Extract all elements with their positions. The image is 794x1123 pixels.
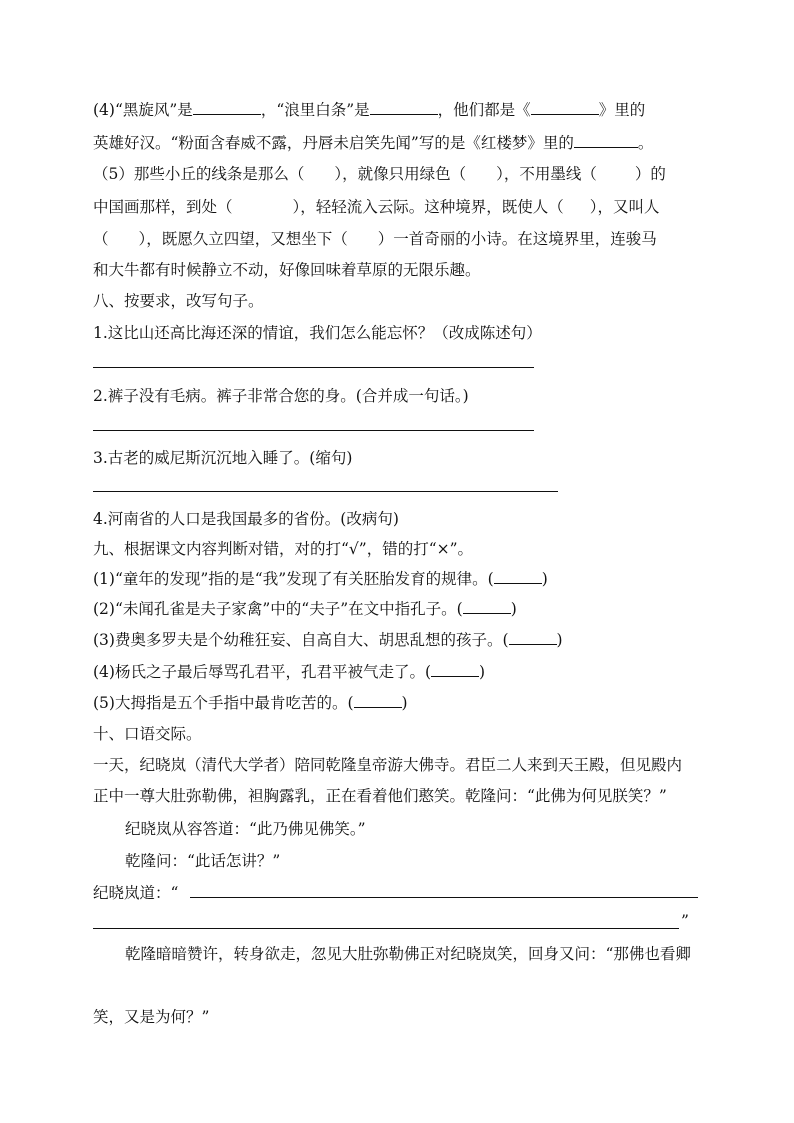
judge-text-3: (3)费奥多罗夫是个幼稚狂妄、自高自大、胡思乱想的孩子。( [93, 631, 509, 649]
q5-line-1 [93, 163, 666, 185]
story-para-2: 正中一尊大肚弥勒佛，袒胸露乳，正在看着他们憨笑。乾隆问：“此佛为何见朕笑？” [93, 787, 667, 805]
q5-text-2: ），就像只用绿色（ [334, 165, 467, 183]
answer-line-3[interactable] [93, 491, 558, 492]
q5-line-2 [93, 196, 660, 218]
q4-blank-1[interactable] [193, 100, 261, 115]
story-para-7: 笑，又是为何？” [93, 1008, 210, 1026]
judge-blank-2[interactable] [463, 599, 511, 614]
section10-heading: 十、口语交际。 [93, 725, 202, 743]
q5-text-10: ）一首奇丽的小诗。在这境界里，连骏马 [377, 230, 657, 248]
q5-text-9: ），既愿久立四望，又想坐下（ [138, 230, 348, 248]
judge-close-3: ) [556, 631, 563, 649]
section8-heading: 八、按要求，改写句子。 [93, 292, 264, 310]
judge-text-5: (5)大拇指是五个手指中最肯吃苦的。( [93, 694, 354, 712]
q5-text-7: ），又叫人 [589, 198, 660, 216]
judge-item-2 [93, 598, 517, 620]
dialogue-answer-line-2[interactable] [93, 928, 679, 929]
judge-text-2: (2)“未闻孔雀是夫子家禽”中的“夫子”在文中指孔子。( [93, 600, 463, 618]
story-para-6: 乾隆暗暗赞许，转身欲走，忽见大肚弥勒佛正对纪晓岚笑，回身又问：“那佛也看卿 [125, 945, 691, 963]
section8-item-4: 4.河南省的人口是我国最多的省份。(改病句) [93, 510, 399, 528]
q5-text-4: ）的 [634, 165, 666, 183]
q4-text-6: 。 [637, 134, 654, 152]
q4-line-2 [93, 132, 653, 154]
answer-line-1[interactable] [93, 367, 534, 368]
judge-close-1: ) [541, 570, 548, 588]
q5-text-3: ），不用墨线（ [496, 165, 597, 183]
q4-line-1 [93, 99, 645, 121]
judge-item-4 [93, 661, 485, 683]
section8-item-3: 3.古老的威尼斯沉沉地入睡了。(缩句) [93, 449, 353, 467]
story-para-3: 纪晓岚从容答道：“此乃佛见佛笑。” [125, 820, 366, 838]
judge-close-5: ) [401, 694, 408, 712]
q5-text-1: （5）那些小丘的线条是那么（ [93, 165, 305, 183]
section9-heading: 九、根据课文内容判断对错，对的打“√”，错的打“×”。 [93, 540, 474, 558]
answer-close-quote: ” [681, 912, 689, 930]
judge-blank-3[interactable] [509, 630, 557, 645]
q4-text-1: (4)“黑旋风”是 [93, 101, 193, 119]
story-para-4: 乾隆问：“此话怎讲？” [125, 852, 281, 870]
story-para-1: 一天，纪晓岚（清代大学者）陪同乾隆皇帝游大佛寺。君臣二人来到天王殿，但见殿内 [93, 756, 683, 774]
q5-text-6: ），轻轻流入云际。这种境界，既使人（ [292, 198, 564, 216]
judge-text-1: (1)“童年的发现”指的是“我”发现了有关胚胎发育的规律。( [93, 570, 494, 588]
q4-blank-2[interactable] [370, 100, 438, 115]
judge-item-3 [93, 629, 563, 651]
section8-item-2: 2.裤子没有毛病。裤子非常合您的身。(合并成一句话。) [93, 387, 469, 405]
judge-blank-4[interactable] [431, 662, 479, 677]
dialogue-answer-line-1[interactable] [190, 897, 698, 898]
judge-text-4: (4)杨氏之子最后辱骂孔君平，孔君平被气走了。( [93, 663, 432, 681]
q4-blank-4[interactable] [574, 133, 638, 148]
story-answer-label: 纪晓岚道：“ [93, 884, 179, 902]
q4-text-4: 》里的 [598, 101, 646, 119]
q4-text-3: ，他们都是《 [437, 101, 531, 119]
judge-item-5 [93, 692, 408, 714]
q5-line-4: 和大牛都有时候静立不动，好像回味着草原的无限乐趣。 [93, 261, 481, 279]
q4-blank-3[interactable] [531, 100, 599, 115]
q4-text-2: ，“浪里白条”是 [260, 101, 370, 119]
judge-item-1 [93, 568, 548, 590]
judge-close-2: ) [510, 600, 517, 618]
q5-text-8: （ [93, 230, 109, 248]
judge-blank-5[interactable] [354, 693, 402, 708]
answer-line-2[interactable] [93, 430, 534, 431]
q5-line-3 [93, 228, 657, 250]
judge-close-4: ) [479, 663, 486, 681]
q5-text-5: 中国画那样，到处（ [93, 198, 233, 216]
section8-item-1: 1.这比山还高比海还深的情谊，我们怎么能忘怀？（改成陈述句） [93, 324, 542, 342]
q4-text-5: 英雄好汉。“粉面含春威不露，丹唇未启笑先闻”写的是《红楼梦》里的 [93, 134, 574, 152]
judge-blank-1[interactable] [494, 569, 542, 584]
